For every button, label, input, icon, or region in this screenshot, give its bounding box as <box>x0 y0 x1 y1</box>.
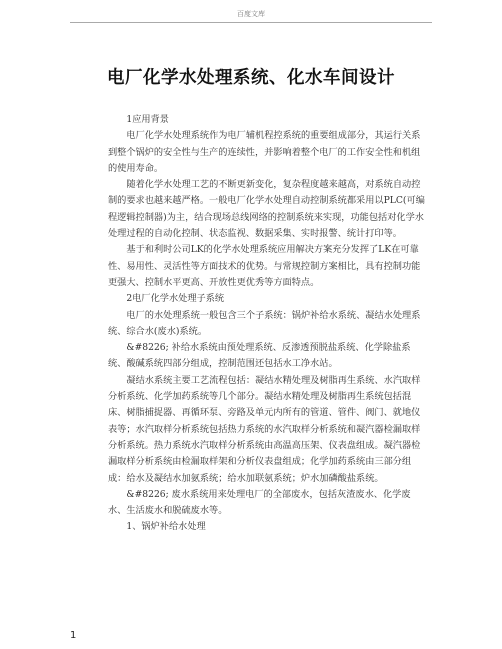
section-heading-1: 1应用背景 <box>126 114 169 125</box>
document-title: 电厂化学水处理系统、化水车间设计 <box>107 68 395 88</box>
page-number: 1 <box>70 630 77 641</box>
paragraph-background: 电厂化学水处理系统作为电厂辅机程控系统的重要组成部分，其运行关系到整个锅炉的安全性与生产的连续性，并影响着整个电厂的工作安全性和机组的使用寿命。 <box>108 130 421 174</box>
document-body <box>108 112 426 536</box>
section-heading-2: 2电厂化学水处理子系统 <box>126 293 225 305</box>
paragraph-subsystems: 电厂的水处理系统一般包含三个子系统：锅炉补给水系统、凝结水处理系统、综合水(废水)系统。 <box>108 309 421 337</box>
paragraph-makeup-water: &#8226; 补给水系统由预处理系统、反渗透预脱盐系统、化学除盐系统、酸碱系统四部分组成，控制范围还包括水工净水站。 <box>108 342 411 370</box>
header-divider <box>70 22 432 23</box>
paragraph-wastewater: &#8226; 废水系统用来处理电厂的全部废水，包括灰渣废水、化学废水、生活废水和脱硫废水等。 <box>108 488 411 517</box>
page-header-text: 百度文库 <box>237 10 265 18</box>
paragraph-lk-solution: 基于和利时公司LK的化学水处理系统应用解决方案充分发挥了LK在可靠性、易用性、灵活性等方面技术的优势。与常规控制方案相比，具有控制功能更强大、控制水平更高、开放性更优秀等方面特点。 <box>108 244 421 288</box>
subsection-heading-boiler: 1、锅炉补给水处理 <box>126 521 206 533</box>
paragraph-condensate: 凝结水系统主要工艺流程包括：凝结水精处理及树脂再生系统、水汽取样分析系统、化学加药系统等几个部分。凝结水精处理及树脂再生系统包括混床、树脂捕捉器、再循环泵、旁路及单元内所有的管道、管件、阀门、就地仪表等；水汽取样分析系统包括热力系统的水汽取样分析系统和凝汽器检漏取样分析系统。热力系统水汽取样分析系统由高温高压架、仪表盘组成。凝汽器检漏取样分析系统由检漏取样架和分析仪表盘组成；化学加药系统由三部分组成：给水及凝结水加氨系统；给水加联氨系统；炉水加磷酸盐系统。 <box>108 374 421 484</box>
paragraph-automation: 随着化学水处理工艺的不断更新变化，复杂程度越来越高，对系统自动控制的要求也越来越严格。一般电厂化学水处理自动控制系统都采用以PLC(可编程逻辑控制器)为主，结合现场总线网络的控制系统来实现，功能包括对化学水处理过程的自动化控制、状态监视、数据采集、实时报警、统计打印等。 <box>108 179 425 240</box>
